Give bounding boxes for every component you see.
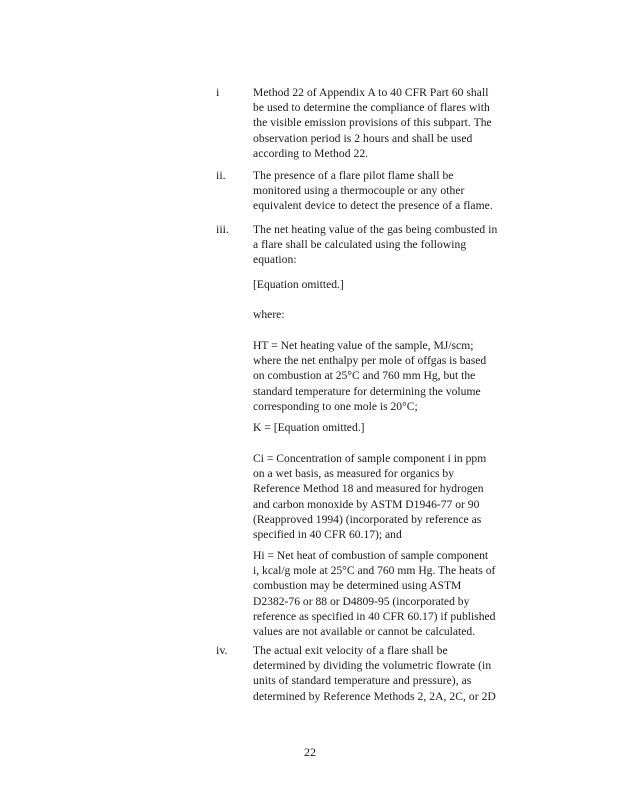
text-line: i, kcal/g mole at 25°C and 760 mm Hg. The heats of — [253, 564, 496, 578]
text-line: determined by Reference Methods 2, 2A, 2C, or 2D — [253, 689, 496, 703]
text-line: where the net enthalpy per mole of offgas is based — [253, 354, 487, 368]
text-line: (Reapproved 1994) (incorporated by reference as — [253, 512, 482, 526]
definition-ht — [253, 338, 513, 414]
item-number: ii. — [216, 168, 226, 182]
equation-placeholder: [Equation omitted.] — [253, 278, 344, 291]
text-line: The net heating value of the gas being combusted in — [253, 223, 498, 236]
text-line: Method 22 of Appendix A to 40 CFR Part 60 shall — [253, 86, 489, 99]
text-line: Hi = Net heat of combustion of sample component — [253, 549, 489, 562]
text-line: equation: — [253, 253, 297, 267]
text-line: on a wet basis, as measured for organics by — [253, 467, 455, 481]
text-line: combustion may be determined using ASTM — [253, 579, 462, 593]
text-line: D2382-76 or 88 or D4809-95 (incorporated by — [253, 594, 470, 608]
text-line: and carbon monoxide by ASTM D1946-77 or 90 — [253, 497, 480, 511]
text-line: values are not available or cannot be calculated. — [253, 625, 476, 639]
text-line: The presence of a flare pilot flame shall be — [253, 169, 454, 182]
text-line: equivalent device to detect the presence of a flame. — [253, 199, 493, 213]
text-line: specified in 40 CFR 60.17); and — [253, 528, 402, 542]
item-text — [253, 85, 513, 161]
text-line: corresponding to one mole is 20°C; — [253, 399, 418, 413]
text-line: units of standard temperature and pressure), as — [253, 674, 472, 688]
page-number: 22 — [304, 745, 316, 759]
item-number: iv. — [216, 643, 228, 657]
definition-ci — [253, 451, 513, 542]
where-label: where: — [253, 308, 285, 321]
definition-hi — [253, 548, 513, 639]
text-line: the visible emission provisions of this subpart. The — [253, 116, 492, 130]
text-line: Reference Method 18 and measured for hydrogen — [253, 482, 484, 496]
text-line: on combustion at 25°C and 760 mm Hg, but the — [253, 369, 476, 383]
item-text — [253, 643, 513, 704]
text-line: observation period is 2 hours and shall be used — [253, 131, 473, 145]
item-text — [253, 222, 513, 268]
text-line: Ci = Concentration of sample component i in ppm — [253, 452, 487, 465]
text-line: according to Method 22. — [253, 146, 369, 160]
item-number: iii. — [216, 222, 230, 236]
item-number: i — [216, 85, 220, 99]
text-line: reference as specified in 40 CFR 60.17) if published — [253, 609, 496, 623]
text-line: standard temperature for determining the volume — [253, 384, 481, 398]
item-text — [253, 168, 513, 214]
text-line: be used to determine the compliance of flares with — [253, 101, 490, 115]
text-line: The actual exit velocity of a flare shall be — [253, 644, 448, 657]
text-line: HT = Net heating value of the sample, MJ/scm; — [253, 339, 474, 352]
text-line: a flare shall be calculated using the following — [253, 238, 467, 252]
text-line: determined by dividing the volumetric flowrate (in — [253, 659, 492, 673]
text-line: K = [Equation omitted.] — [253, 421, 365, 434]
definition-k — [253, 420, 513, 435]
text-line: monitored using a thermocouple or any other — [253, 184, 465, 198]
